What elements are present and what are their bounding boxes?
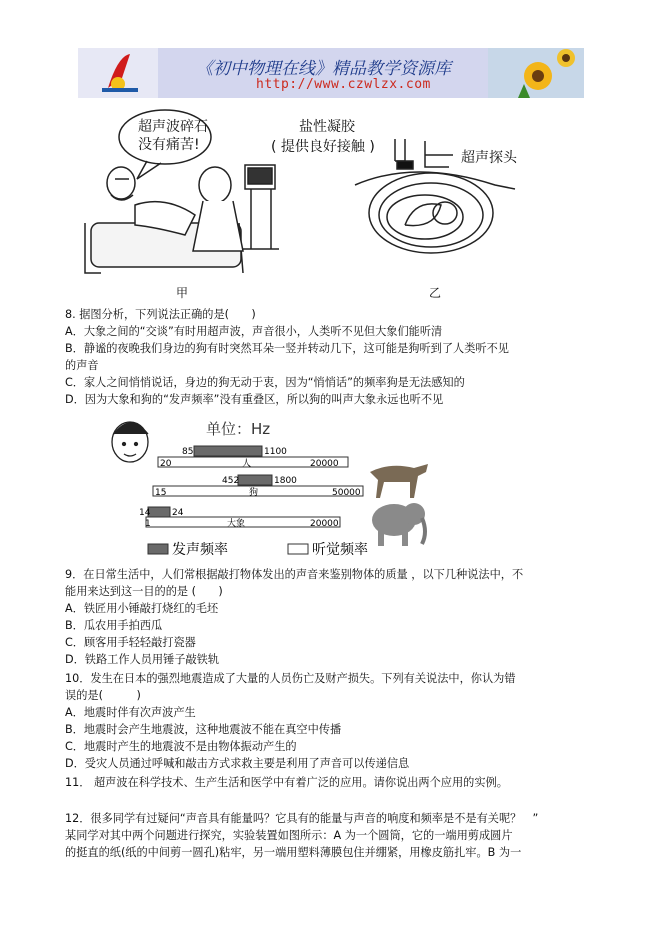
elephant-emit-min: 14 xyxy=(139,508,151,518)
q9-stem-2: 能用来达到这一目的的是 ( ) xyxy=(65,585,223,598)
human-emit-bar xyxy=(194,446,262,456)
dog-name: 狗 xyxy=(249,488,259,498)
q10-option-d: D．受灾人员通过呼喊和敲击方式求救主要是利用了声音可以传递信息 xyxy=(65,757,410,770)
caption-yi: 乙 xyxy=(429,286,442,300)
legend-hear-label: 听觉频率 xyxy=(312,542,368,558)
human-emit-min: 85 xyxy=(182,447,194,457)
q10-stem-2: 误的是( ) xyxy=(65,689,141,702)
elephant-hear-min: 1 xyxy=(145,519,151,529)
q8-option-b-1: B．静谧的夜晚我们身边的狗有时突然耳朵一竖并转动几下，这可能是狗听到了人类听不见 xyxy=(65,342,509,355)
elephant-emit-max: 24 xyxy=(172,508,184,518)
human-name: 人 xyxy=(242,459,252,469)
gel-label-2: ( 提供良好接触 ) xyxy=(271,139,375,155)
human-emit-max: 1100 xyxy=(264,447,287,457)
human-hear-max: 20000 xyxy=(310,459,339,469)
figure-ultrasound-illustrations xyxy=(75,105,595,305)
q10-option-b: B．地震时会产生地震波，这种地震波不能在真空中传播 xyxy=(65,723,342,736)
dog-emit-max: 1800 xyxy=(274,476,297,486)
dog-hear-max: 50000 xyxy=(332,488,361,498)
q10-option-c: C．地震时产生的地震波不是由物体振动产生的 xyxy=(65,740,297,753)
q10-stem-1: 10．发生在日本的强烈地震造成了大量的人员伤亡及财产损失。下列有关说法中，你认为错 xyxy=(65,672,516,685)
elephant-icon xyxy=(372,503,425,546)
q11-stem: 11． 超声波在科学技术、生产生活和医学中有着广泛的应用。请你说出两个应用的实例。 xyxy=(65,776,508,789)
q9-option-d: D．铁路工作人员用锤子敲铁轨 xyxy=(65,653,220,666)
child-icon xyxy=(112,422,148,462)
unit-label: 单位：Hz xyxy=(206,420,271,438)
q9-option-b: B．瓜农用手拍西瓜 xyxy=(65,619,163,632)
frequency-range-diagram xyxy=(108,416,528,566)
dog-emit-min: 452 xyxy=(222,476,240,486)
gel-label-1: 盐性凝胶 xyxy=(299,119,355,135)
caption-jia: 甲 xyxy=(176,286,189,300)
q12-line-3: 的挺直的纸(纸的中间剪一圆孔)粘牢，另一端用塑料薄膜包住并绷紧，用橡皮筋扎牢。B 为一 xyxy=(65,846,522,859)
legend-emit-label: 发声频率 xyxy=(172,542,228,558)
bubble-line-1: 超声波碎石 xyxy=(138,119,208,135)
legend-emit-swatch xyxy=(148,544,168,554)
probe-label: 超声探头 xyxy=(461,150,517,166)
elephant-hear-max: 20000 xyxy=(310,519,339,529)
q9-option-c: C．顾客用手轻轻敲打瓷器 xyxy=(65,636,196,649)
legend-hear-swatch xyxy=(288,544,308,554)
q8-option-d: D．因为大象和狗的“发声频率”没有重叠区，所以狗的叫声大象永远也听不见 xyxy=(65,393,444,406)
q9-stem-1: 9．在日常生活中，人们常根据敲打物体发出的声音来鉴别物体的质量 ，以下几种说法中，不 xyxy=(65,568,524,581)
q10-option-a: A．地震时伴有次声波产生 xyxy=(65,706,196,719)
q8-stem: 8. 据图分析，下列说法正确的是( ) xyxy=(65,308,256,321)
dog-hear-min: 15 xyxy=(155,488,167,498)
banner-url: http://www.czwlzx.com xyxy=(256,77,431,92)
banner-title: 《初中物理在线》精品教学资源库 xyxy=(196,59,451,79)
bubble-line-2: 没有痛苦! xyxy=(138,137,200,153)
dog-emit-bar xyxy=(238,475,272,485)
q8-option-c: C．家人之间悄悄说话，身边的狗无动于衷，因为“悄悄话”的频率狗是无法感知的 xyxy=(65,376,465,389)
wolf-dog-icon xyxy=(370,464,428,498)
q12-line-1: 12．很多同学有过疑问“声音具有能量吗？它具有的能量与声音的响度和频率是不是有关呢？ ” xyxy=(65,812,539,825)
q9-option-a: A．铁匠用小锤敲打烧红的毛坯 xyxy=(65,602,219,615)
header-banner xyxy=(78,48,584,98)
elephant-emit-bar xyxy=(148,507,170,517)
human-hear-min: 20 xyxy=(160,459,172,469)
q12-line-2: 某同学对其中两个问题进行探究，实验装置如图所示：A 为一个圆筒，它的一端用剪成圆片 xyxy=(65,829,513,842)
q8-option-b-2: 的声音 xyxy=(65,359,99,372)
q8-option-a: A．大象之间的“交谈”有时用超声波，声音很小，人类听不见但大象们能听清 xyxy=(65,325,443,338)
elephant-name: 大象 xyxy=(227,519,246,529)
